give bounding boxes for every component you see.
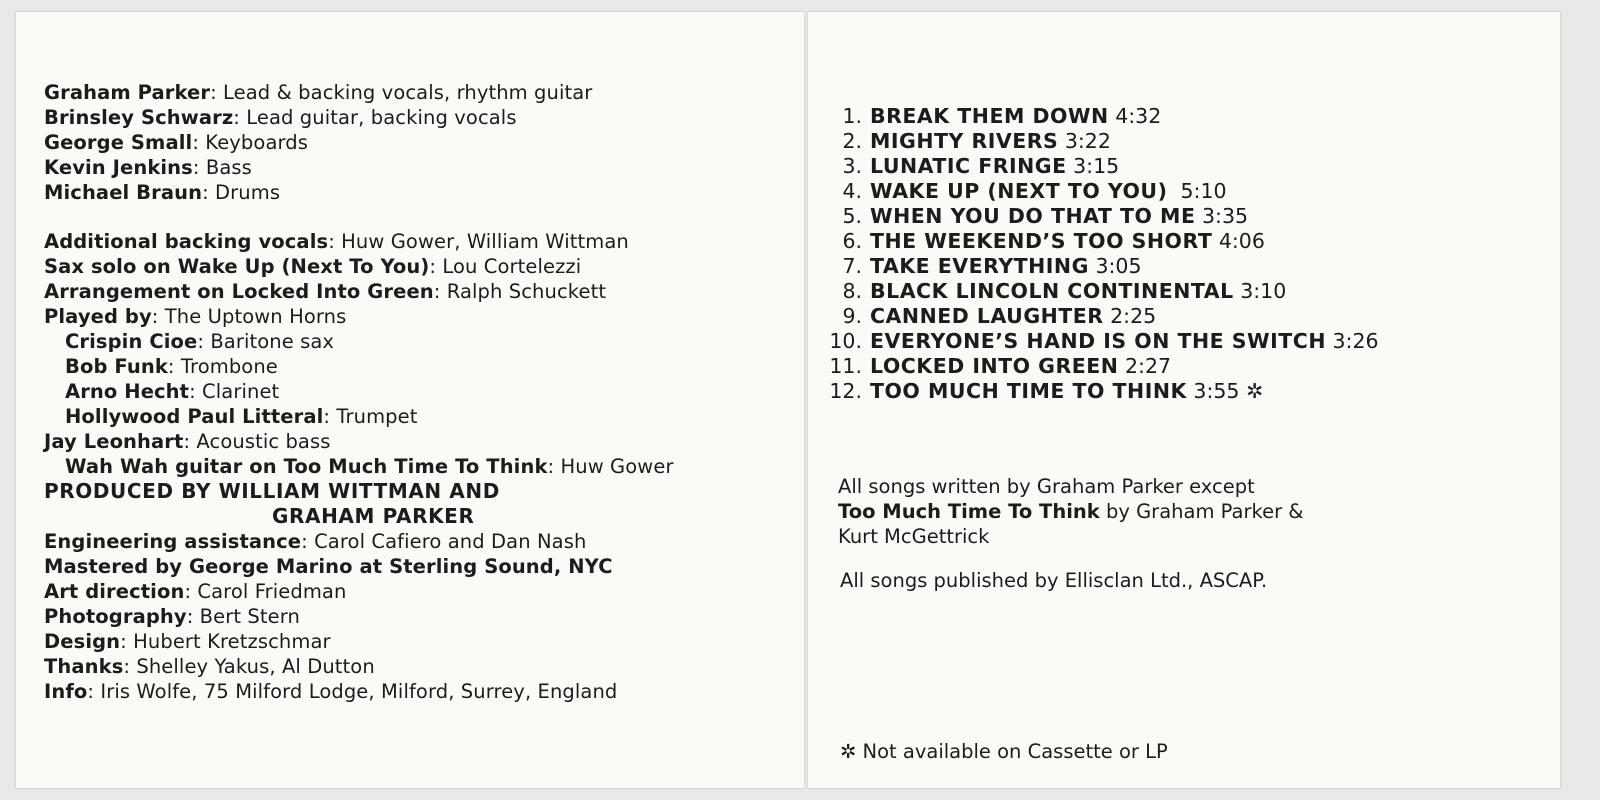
credit-line: [44, 354, 794, 379]
credit-role: : Iris Wolfe, 75 Milford Lodge, Milford, Surrey, England: [87, 680, 618, 703]
exception-song-title: Too Much Time To Think: [838, 500, 1100, 523]
credit-name: Additional backing vocals: [44, 230, 329, 253]
credit-name: Hollywood Paul Litteral: [65, 405, 324, 428]
credit-line: [44, 629, 794, 654]
credit-role: : Ralph Schuckett: [433, 280, 607, 303]
track-row: [816, 279, 1536, 304]
track-row: [816, 179, 1536, 204]
credit-name: Played by: [44, 305, 152, 328]
track-title: LUNATIC FRINGE: [870, 154, 1067, 178]
credit-name: Info: [44, 680, 88, 703]
credit-line: [44, 254, 794, 279]
written-by-line: All songs written by Graham Parker except: [838, 475, 1255, 498]
track-number: 2.: [842, 129, 862, 153]
track-title: WHEN YOU DO THAT TO ME: [870, 204, 1196, 228]
track-title: CANNED LAUGHTER: [870, 304, 1104, 328]
spacer: [44, 205, 794, 229]
track-row: [816, 204, 1536, 229]
credit-line: [44, 579, 794, 604]
credit-line: [44, 404, 794, 429]
track-time: 3:15: [1073, 154, 1120, 178]
credit-name: Kevin Jenkins: [44, 156, 193, 179]
credit-role: : Carol Cafiero and Dan Nash: [301, 530, 587, 553]
credit-role: : Lou Cortelezzi: [429, 255, 582, 278]
credit-role: : Lead guitar, backing vocals: [233, 106, 517, 129]
credit-line: [44, 379, 794, 404]
track-time: 3:35: [1202, 204, 1249, 228]
track-list: [816, 104, 1536, 404]
credit-line: [44, 529, 794, 554]
credit-role: : Trombone: [167, 355, 278, 378]
credit-role: : Bass: [192, 156, 252, 179]
credit-role: : Carol Friedman: [184, 580, 347, 603]
credit-role: : Drums: [202, 181, 281, 204]
credit-line: [44, 279, 794, 304]
credit-line: [44, 130, 794, 155]
credit-name: Design: [44, 630, 121, 653]
credit-name: Bob Funk: [65, 355, 168, 378]
track-title: MIGHTY RIVERS: [870, 129, 1059, 153]
track-time: 3:10: [1240, 279, 1287, 303]
track-title: LOCKED INTO GREEN: [870, 354, 1119, 378]
credit-line: [44, 80, 794, 105]
track-time: 5:10: [1180, 179, 1227, 203]
credit-name: Brinsley Schwarz: [44, 106, 234, 129]
track-title: THE WEEKEND’S TOO SHORT: [870, 229, 1213, 253]
track-number: 3.: [842, 154, 862, 178]
credit-line: [44, 654, 794, 679]
credit-role: : Baritone sax: [197, 330, 335, 353]
track-row: [816, 254, 1536, 279]
credit-name: Arno Hecht: [65, 380, 190, 403]
track-title: TAKE EVERYTHING: [870, 254, 1089, 278]
track-time: 3:05: [1095, 254, 1142, 278]
credit-line: [44, 604, 794, 629]
credit-role: : Lead & backing vocals, rhythm guitar: [210, 81, 593, 104]
credit-role: : The Uptown Horns: [151, 305, 347, 328]
credit-role: : Clarinet: [189, 380, 280, 403]
track-number: 9.: [842, 304, 862, 328]
track-number: 6.: [842, 229, 862, 253]
credit-line: [44, 329, 794, 354]
producer-heading-line2: GRAHAM PARKER: [272, 504, 475, 528]
track-row: [816, 229, 1536, 254]
credit-line: [44, 304, 794, 329]
track-number: 11.: [829, 354, 862, 378]
credit-name: Sax solo on Wake Up (Next To You): [44, 255, 430, 278]
track-time: 4:06: [1218, 229, 1265, 253]
credit-line: [44, 429, 794, 454]
credit-role: : Shelley Yakus, Al Dutton: [123, 655, 375, 678]
track-number: 7.: [842, 254, 862, 278]
track-title: TOO MUCH TIME TO THINK: [870, 379, 1187, 403]
written-by-exception: [838, 499, 1538, 524]
footnote: ✲ Not available on Cassette or LP: [840, 740, 1168, 763]
track-time: 2:25: [1110, 304, 1157, 328]
credit-line: [44, 229, 794, 254]
track-title: BREAK THEM DOWN: [870, 104, 1109, 128]
track-time: 3:55 ✲: [1193, 379, 1264, 403]
producer-heading: PRODUCED BY WILLIAM WITTMAN AND: [44, 479, 500, 503]
credit-role: : Trumpet: [323, 405, 418, 428]
credit-name: Crispin Cioe: [65, 330, 198, 353]
track-row: [816, 154, 1536, 179]
track-time: 2:27: [1125, 354, 1172, 378]
track-number: 1.: [842, 104, 862, 128]
credit-name: Photography: [44, 605, 187, 628]
credits-page: [16, 12, 806, 788]
credit-line: [44, 554, 794, 579]
track-number: 12.: [829, 379, 862, 403]
track-time: 3:22: [1064, 129, 1111, 153]
credit-name: Arrangement on Locked Into Green: [44, 280, 434, 303]
songwriting-notes: [838, 474, 1538, 593]
credit-name: Graham Parker: [44, 81, 211, 104]
credit-role: : Keyboards: [192, 131, 309, 154]
credit-line: [44, 180, 794, 205]
credit-line: [44, 679, 794, 704]
credit-name: Engineering assistance: [44, 530, 302, 553]
track-number: 5.: [842, 204, 862, 228]
credit-name: Art direction: [44, 580, 185, 603]
credit-role: : Acoustic bass: [183, 430, 331, 453]
track-title: BLACK LINCOLN CONTINENTAL: [870, 279, 1234, 303]
track-row: [816, 304, 1536, 329]
credit-name: Wah Wah guitar on Too Much Time To Think: [65, 455, 548, 478]
credits-list: [44, 80, 794, 704]
track-number: 10.: [829, 329, 862, 353]
exception-writers: by Graham Parker &: [1099, 500, 1304, 523]
credit-line: [44, 454, 794, 479]
credit-role: : Huw Gower, William Wittman: [328, 230, 629, 253]
track-row: [816, 354, 1536, 379]
tracklist-page: [808, 12, 1560, 788]
track-row: [816, 104, 1536, 129]
track-row: [816, 329, 1536, 354]
credit-role: : Bert Stern: [186, 605, 300, 628]
track-row: [816, 129, 1536, 154]
credit-name: Thanks: [44, 655, 124, 678]
track-title: EVERYONE’S HAND IS ON THE SWITCH: [870, 329, 1326, 353]
track-time: 3:26: [1332, 329, 1379, 353]
credit-line: [44, 155, 794, 180]
credit-name: George Small: [44, 131, 193, 154]
credit-name: Michael Braun: [44, 181, 203, 204]
track-title: WAKE UP (NEXT TO YOU): [870, 179, 1168, 203]
credit-role: : Huw Gower: [547, 455, 674, 478]
publisher-line: All songs published by Ellisclan Ltd., ASCAP.: [840, 569, 1268, 592]
credit-line: [44, 105, 794, 130]
credit-name: Jay Leonhart: [44, 430, 184, 453]
credit-name: Mastered by George Marino at Sterling Sound, NYC: [44, 555, 613, 578]
credit-role: : Hubert Kretzschmar: [120, 630, 331, 653]
track-number: 4.: [842, 179, 862, 203]
track-number: 8.: [842, 279, 862, 303]
track-time: 4:32: [1115, 104, 1162, 128]
co-writer-line: Kurt McGettrick: [838, 525, 990, 548]
track-row: [816, 379, 1536, 404]
